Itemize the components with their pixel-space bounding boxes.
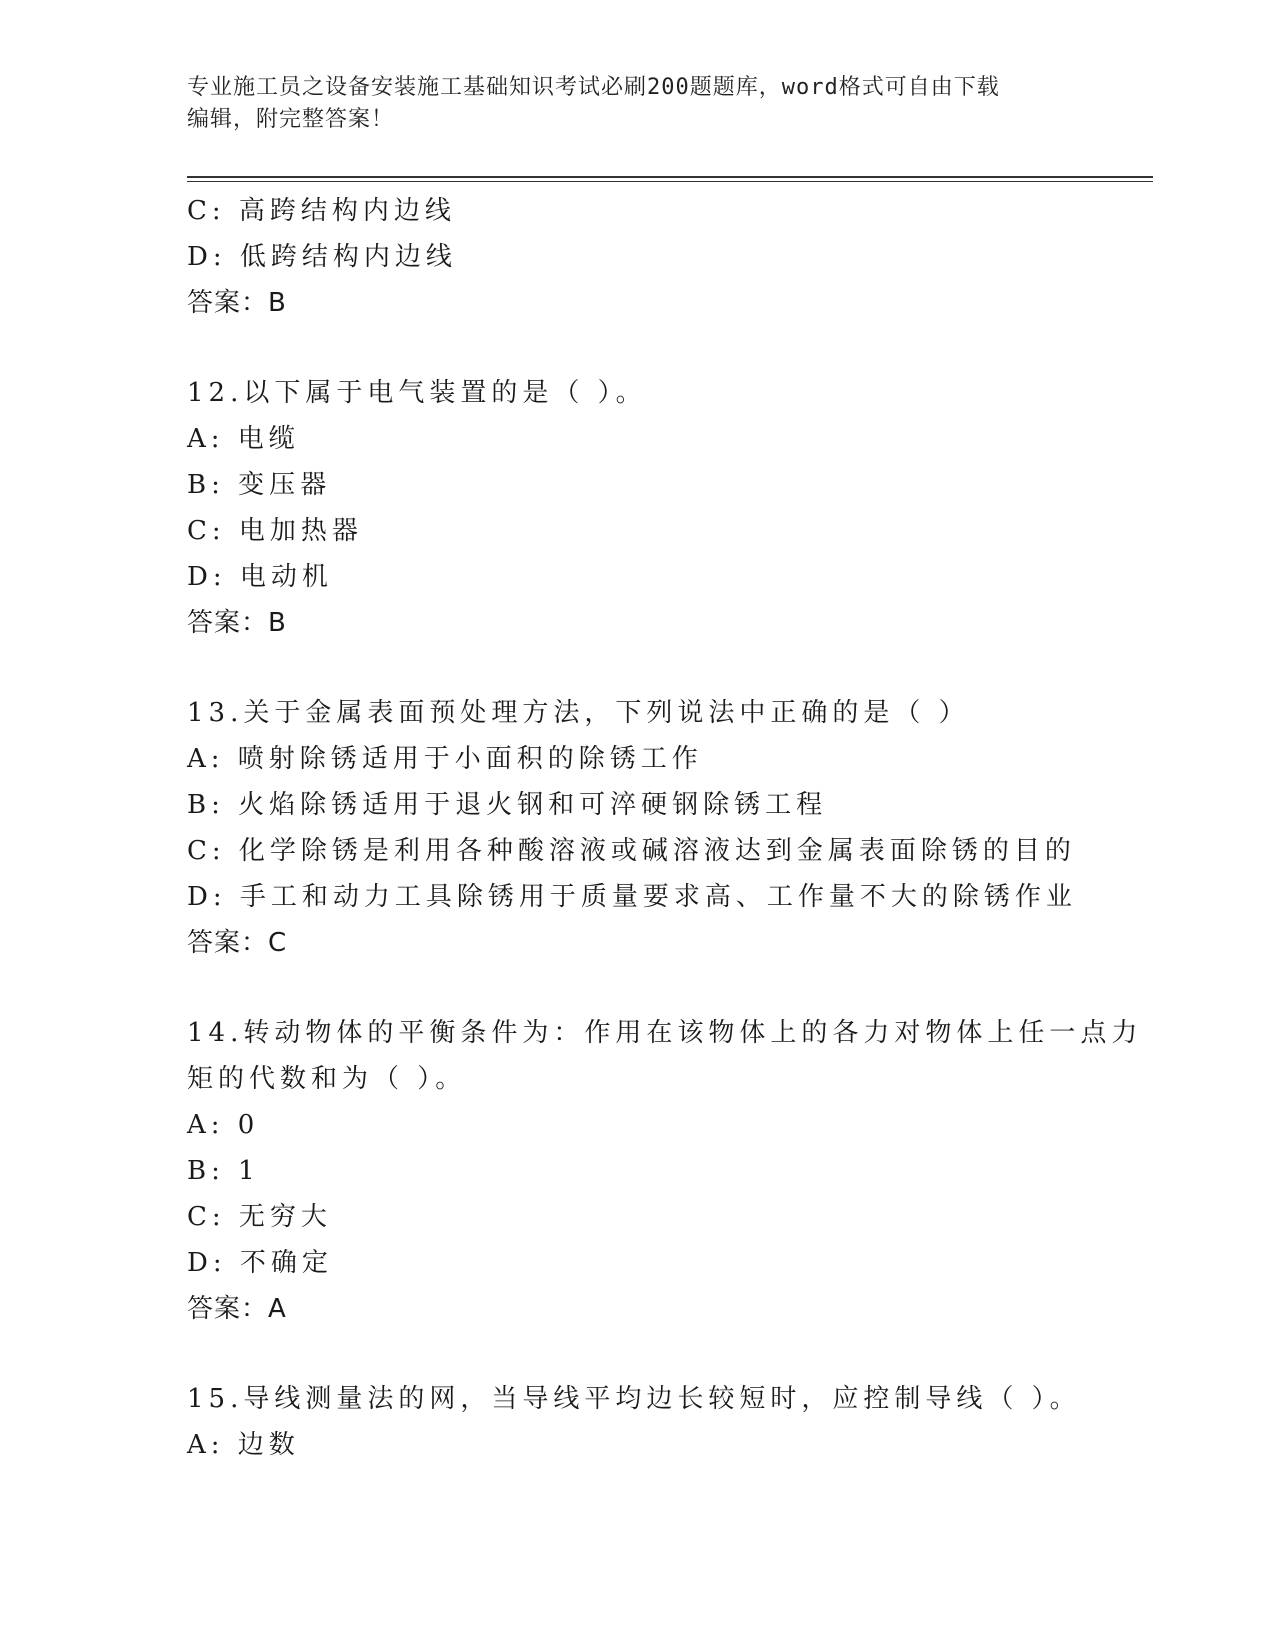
question-block-14: [187, 1010, 1143, 1332]
question-text: 13.关于金属表面预处理方法，下列说法中正确的是（ ）: [187, 698, 970, 728]
question-block-12: [187, 370, 1087, 646]
spacer: [187, 326, 1087, 370]
option-c: C: 化学除锈是利用各种酸溶液或碱溶液达到金属表面除锈的目的: [187, 836, 1076, 866]
question-list: [187, 188, 1143, 1468]
question-block-11: [187, 188, 1087, 326]
answer: 答案：A: [187, 1294, 287, 1324]
option-a: A: 边数: [187, 1430, 300, 1460]
spacer: [187, 646, 1087, 690]
option-d: D: 不确定: [187, 1248, 333, 1278]
question-text-line-2: 矩的代数和为（ ）。: [187, 1064, 467, 1094]
question-block-15: [187, 1376, 1087, 1468]
header-divider-thick: [187, 176, 1153, 178]
question-block-13: [187, 690, 1087, 966]
option-b: B: 火焰除锈适用于退火钢和可淬硬钢除锈工程: [187, 790, 828, 820]
answer: 答案：B: [187, 288, 287, 318]
option-d: D: 手工和动力工具除锈用于质量要求高、工作量不大的除锈作业: [187, 882, 1077, 912]
spacer: [187, 1332, 1087, 1376]
header-divider-thin: [187, 181, 1153, 182]
option-a: A: 喷射除锈适用于小面积的除锈工作: [187, 744, 703, 774]
document-header: [187, 72, 1087, 136]
option-a: A: 0: [187, 1110, 260, 1140]
option-c: C: 电加热器: [187, 516, 363, 546]
option-d: D: 低跨结构内边线: [187, 242, 457, 272]
option-b: B: 1: [187, 1156, 260, 1186]
question-text-line-1: 14.转动物体的平衡条件为：作用在该物体上的各力对物体上任一点力: [187, 1018, 1143, 1048]
answer: 答案：B: [187, 608, 287, 638]
option-d: D: 电动机: [187, 562, 333, 592]
spacer: [187, 966, 1087, 1010]
header-line-1: 专业施工员之设备安装施工基础知识考试必刷200题题库，word格式可自由下载: [187, 75, 1000, 100]
option-c: C: 高跨结构内边线: [187, 196, 456, 226]
option-b: B: 变压器: [187, 470, 332, 500]
header-line-2: 编辑，附完整答案！: [187, 107, 395, 132]
option-c: C: 无穷大: [187, 1202, 332, 1232]
answer: 答案：C: [187, 928, 288, 958]
question-text: 15.导线测量法的网，当导线平均边长较短时，应控制导线（ ）。: [187, 1384, 1081, 1414]
question-text: 12.以下属于电气装置的是（ ）。: [187, 378, 647, 408]
option-a: A: 电缆: [187, 424, 300, 454]
